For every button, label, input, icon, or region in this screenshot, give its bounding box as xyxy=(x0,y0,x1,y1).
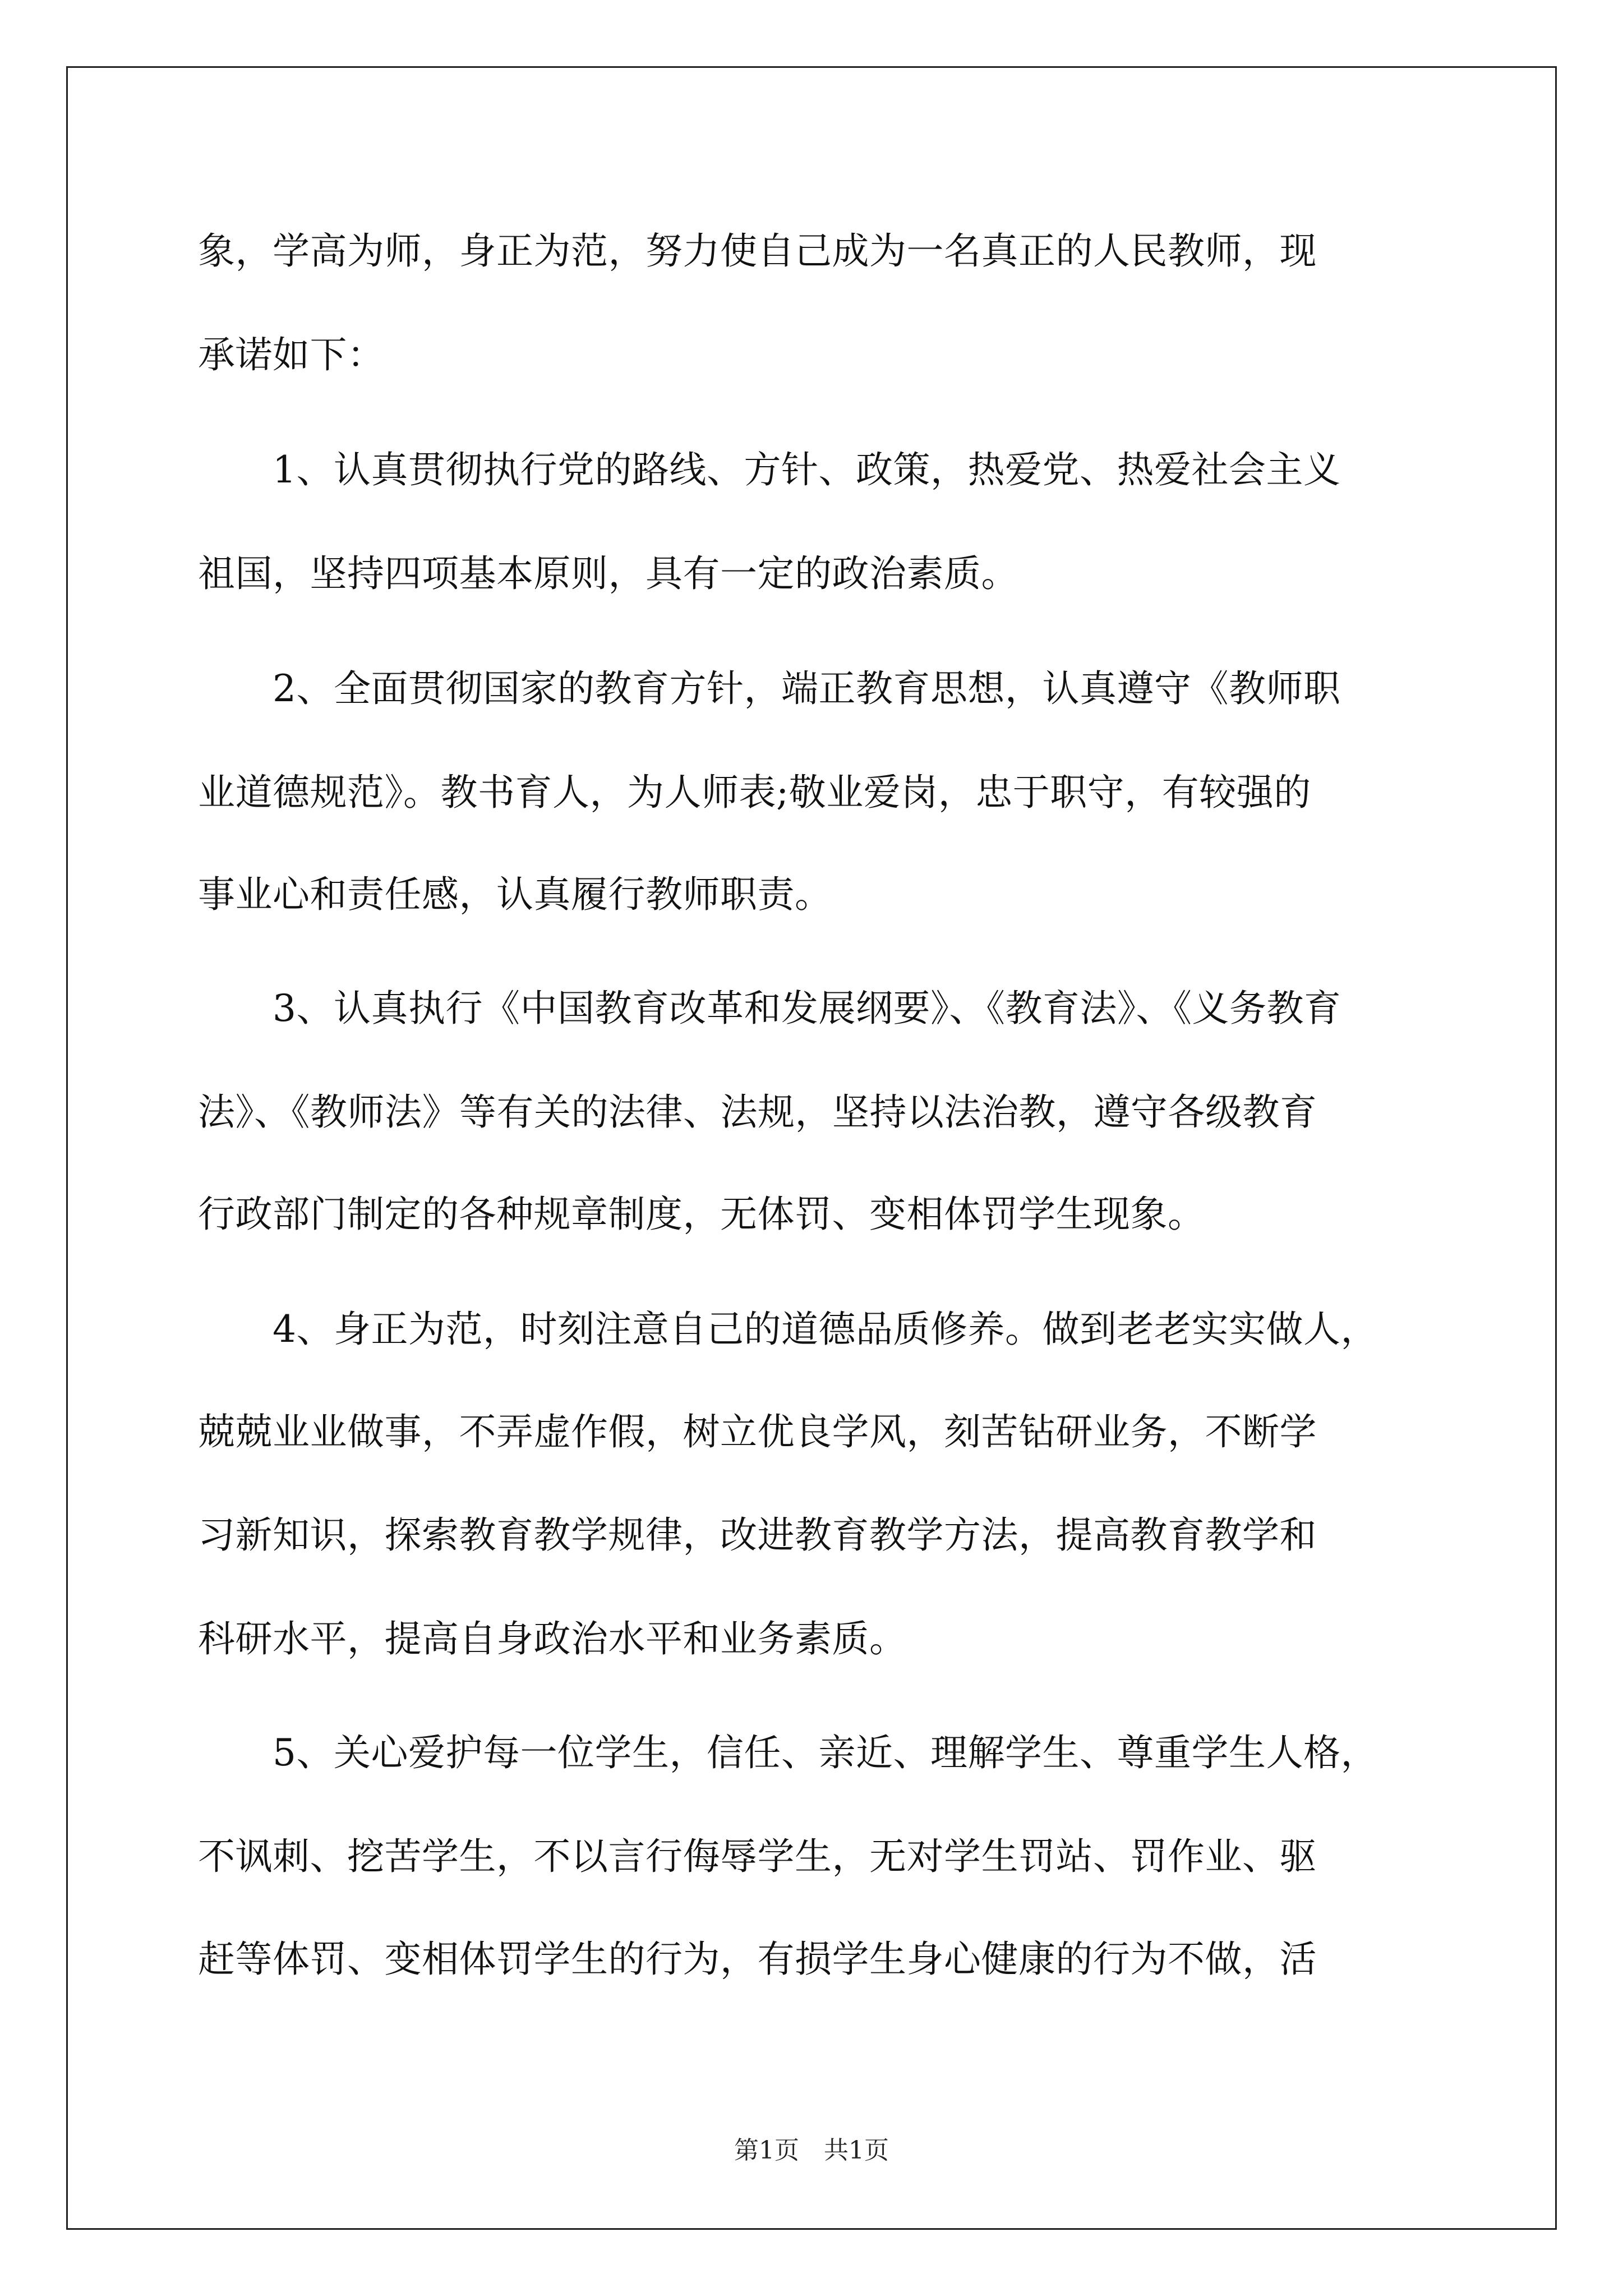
page-footer: 第1页 共1页 xyxy=(734,2136,889,2165)
text-line-7: 事业心和责任感，认真履行教师职责。 xyxy=(198,873,832,916)
page-border xyxy=(66,66,1557,2230)
text-line-16: 不讽刺、挖苦学生，不以言行侮辱学生，无对学生罚站、罚作业、驱 xyxy=(198,1835,1317,1878)
text-line-3: 1、认真贯彻执行党的路线、方针、政策，热爱党、热爱社会主义 xyxy=(198,448,1341,491)
text-line-9: 法》、《教师法》等有关的法律、法规，坚持以法治教，遵守各级教育 xyxy=(198,1091,1317,1134)
text-line-12: 兢兢业业做事，不弄虚作假，树立优良学风，刻苦钻研业务，不断学 xyxy=(198,1410,1317,1453)
text-line-11: 4、身正为范，时刻注意自己的道德品质修养。做到老老实实做人， xyxy=(198,1308,1378,1351)
text-line-5: 2、全面贯彻国家的教育方针，端正教育思想，认真遵守《教师职 xyxy=(198,667,1341,710)
text-line-13: 习新知识，探索教育教学规律，改进教育教学方法，提高教育教学和 xyxy=(198,1513,1317,1557)
text-line-1: 象，学高为师，身正为范，努力使自己成为一名真正的人民教师，现 xyxy=(198,229,1317,273)
text-line-17: 赶等体罚、变相体罚学生的行为，有损学生身心健康的行为不做，活 xyxy=(198,1938,1317,1981)
text-line-15: 5、关心爱护每一位学生，信任、亲近、理解学生、尊重学生人格， xyxy=(198,1731,1378,1774)
text-line-8: 3、认真执行《中国教育改革和发展纲要》、《教育法》、《义务教育 xyxy=(198,987,1341,1030)
text-line-14: 科研水平，提高自身政治水平和业务素质。 xyxy=(198,1617,907,1660)
text-line-2: 承诺如下： xyxy=(198,333,385,376)
text-line-6: 业道德规范》。教书育人，为人师表;敬业爱岗，忠于职守，有较强的 xyxy=(198,771,1311,814)
text-line-4: 祖国，坚持四项基本原则，具有一定的政治素质。 xyxy=(198,552,1018,595)
text-line-10: 行政部门制定的各种规章制度，无体罚、变相体罚学生现象。 xyxy=(198,1193,1205,1236)
